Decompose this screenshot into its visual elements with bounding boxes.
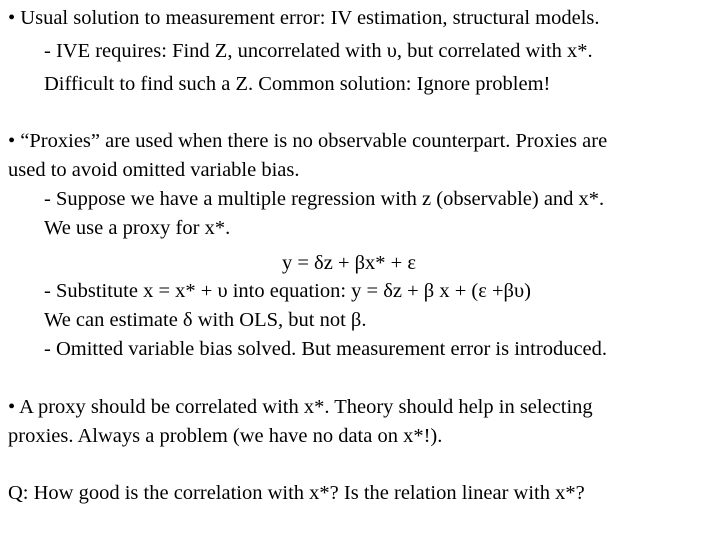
ive-difficulty: Difficult to find such a Z. Common solution: Ignore problem! (44, 73, 551, 95)
bullet-iv-estimation: • Usual solution to measurement error: IV estimation, structural models. (8, 7, 600, 29)
regression-equation: y = δz + βx* + ε (282, 252, 416, 274)
bullet-proxy-correlation: • A proxy should be correlated with x*. Theory should help in selecting (8, 396, 593, 418)
ive-requirement: - IVE requires: Find Z, uncorrelated with υ, but correlated with x*. (44, 40, 593, 62)
bullet-proxies: • “Proxies” are used when there is no observable counterpart. Proxies are (8, 130, 608, 152)
substitution-line: - Substitute x = x* + υ into equation: y = δz + β x + (ε +βυ) (44, 280, 531, 302)
omitted-bias-line: - Omitted variable bias solved. But measurement error is introduced. (44, 338, 608, 360)
question-line: Q: How good is the correlation with x*? Is the relation linear with x*? (8, 482, 585, 504)
use-proxy-line: We use a proxy for x*. (44, 217, 231, 239)
proxies-continuation: used to avoid omitted variable bias. (8, 159, 300, 181)
ols-estimation-line: We can estimate δ with OLS, but not β. (44, 309, 367, 331)
proxy-correlation-continuation: proxies. Always a problem (we have no data on x*!). (8, 425, 443, 447)
multiple-regression-line: - Suppose we have a multiple regression with z (observable) and x*. (44, 188, 605, 210)
